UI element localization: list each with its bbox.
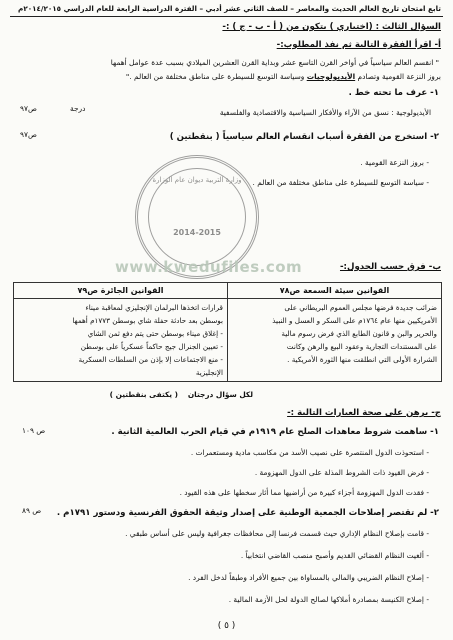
comparison-table-body-row: [14, 299, 442, 382]
ministry-stamp-year: 2014-2015: [173, 228, 221, 237]
part-a-a2-bullet-1: - بروز النزعة القومية .: [360, 158, 429, 167]
part-a-a1: الأيديولوجية : نسق من الآراء والأفكار السياسية والاقتصادية والفلسفية: [219, 108, 431, 117]
passage-underlined-term: الأيديولوجيات: [306, 72, 356, 81]
site-watermark: www.kwedufiles.com: [115, 258, 303, 276]
unjust-line-5: - منع الاجتماعات إلا بإذن من السلطات العسكرية: [78, 355, 223, 364]
unjust-laws-cell: [14, 299, 228, 382]
part-a-title: أ- اقرأ الفقرة التالية ثم نفذ المطلوب:-: [276, 40, 441, 50]
part-c-q1: ١- ساهمت شروط معاهدات الصلح عام ١٩١٩م في قيام الحرب العالمية الثانية .: [111, 427, 439, 437]
unjust-line-1: قرارات اتخذها البرلمان الإنجليزي لمعاقبة ميناء: [85, 303, 223, 312]
part-a-a1-page: ص٩٧: [20, 104, 37, 113]
part-a-q2: ٢- استخرج من الفقرة أسباب انقسام العالم سياسياً ( بنقطتين ): [169, 132, 439, 142]
unjust-line-4: - تعيين الجنرال جيج حاكماً عسكرياً على بوسطن: [80, 342, 223, 351]
part-c-q1-page: ص ١٠٩: [22, 426, 46, 435]
page-number: ( ٥ ): [217, 621, 236, 631]
unjust-line-3: - إغلاق ميناء بوسطن حتى يتم دفع ثمن الشاي: [87, 329, 223, 338]
section3-title: السؤال الثالث : (اختياري ) يتكون من ( أ - ب - ج ) :-: [222, 22, 441, 32]
col-header-unjust-laws: القوانين الجائرة ص٧٩: [14, 283, 228, 299]
notorious-line-1: ضرائب جديدة فرضها مجلس العموم البريطاني على: [284, 303, 437, 312]
unjust-line-6: الإنجليزية: [195, 368, 223, 377]
unjust-line-2: بوسطن بعد حادثة حفلة شاي بوسطن ١٧٧٣م أهمها: [72, 316, 223, 325]
notorious-line-3: والحرير والبن و قانون الطابع الذي فرض رسوم مالية: [281, 329, 437, 338]
marks-note-2: ( يكتفى بنقطتين ): [109, 390, 178, 399]
passage-line-2: [126, 72, 441, 81]
notorious-line-5: الشرارة الأولى التي انطلقت منها الثورة الأمريكية .: [287, 355, 437, 364]
ministry-stamp-text: وزارة التربية ديوان عام الوزارة: [152, 176, 242, 184]
comparison-table: [13, 282, 442, 382]
page-header: تابع امتحان تاريخ العالم الحديث والمعاصر – للصف الثاني عشر أدبي – الفترة الدراسية الرابعة للعام الدراسي ٢٠١٤/٢٠١٥م: [18, 4, 441, 13]
marks-note: لكل سؤال درجتان: [187, 390, 253, 399]
part-b-title: ب- فرق حسب الجدول:-: [339, 262, 441, 272]
part-c-q2-bullet-1: - قامت بإصلاح النظام الإداري حيث قسمت فرنسا إلى محافظات جغرافية وليس على أساس طبقي .: [125, 529, 429, 538]
passage-line-2-post: وسياسة التوسع للسيطرة على مناطق مختلفة من العالم .": [125, 72, 307, 81]
part-c-q2-bullet-4: - إصلاح الكنيسة بمصادرة أملاكها لصالح الدولة لحل الأزمة المالية .: [228, 595, 429, 604]
notorious-laws-cell: [228, 299, 442, 382]
part-c-q1-bullet-1: - استحوذت الدول المنتصرة على نصيب الأسد من مكاسب مادية ومستعمرات .: [190, 448, 429, 457]
part-c-q1-bullet-2: - فرض القيود ذات الشروط المذلة على الدول المهزومة .: [254, 468, 429, 477]
comparison-table-header-row: [14, 283, 442, 299]
header-divider: [10, 16, 443, 17]
part-a-a1-mark: درجة: [70, 104, 86, 113]
part-a-a2-page: ص٩٧: [20, 130, 37, 139]
part-a-q1: ١- عرف ما تحته خط .: [348, 88, 439, 98]
part-c-title: ج- برهن على صحة العبارات التالية :-: [287, 408, 441, 418]
passage-line-1: " انقسم العالم سياسياً في أواخر القرن التاسع عشر وبداية القرن العشرين الميلادي بسبب عدة عوامل أهمها: [110, 58, 439, 67]
part-c-q2-bullet-3: - إصلاح النظام الضريبي والمالي بالمساواة بين جميع الأفراد وطبقاً لدخل الفرد .: [188, 573, 429, 582]
part-c-q1-bullet-3: - فقدت الدول المهزومة أجزاء كبيرة من أراضيها مما أثار سخطها على هذه القيود .: [179, 488, 429, 497]
part-a-a2-bullet-2: - سياسة التوسع للسيطرة على مناطق مختلفة من العالم .: [252, 178, 429, 187]
part-c-q2: ٢- لم تقتصر إصلاحات الجمعية الوطنية على إصدار وثيقة الحقوق الفرنسية ودستور ١٧٩١م .: [56, 508, 439, 518]
notorious-line-4: على المستندات التجارية وعقود البيع والرهن وكانت: [286, 342, 437, 351]
part-c-q2-page: ص ٨٩: [22, 506, 42, 515]
part-c-q2-bullet-2: - ألغيت النظام القضائي القديم وأصبح منصب القاضي انتخابياً .: [240, 551, 429, 560]
notorious-line-2: الأمريكيين منها عام ١٧٦٤م على السكر و العسل و النبيذ: [272, 316, 437, 325]
passage-line-2-pre: بروز النزعة القومية وتصادم: [355, 72, 441, 81]
col-header-notorious-laws: القوانين سيئة السمعة ص٧٨: [228, 283, 442, 299]
